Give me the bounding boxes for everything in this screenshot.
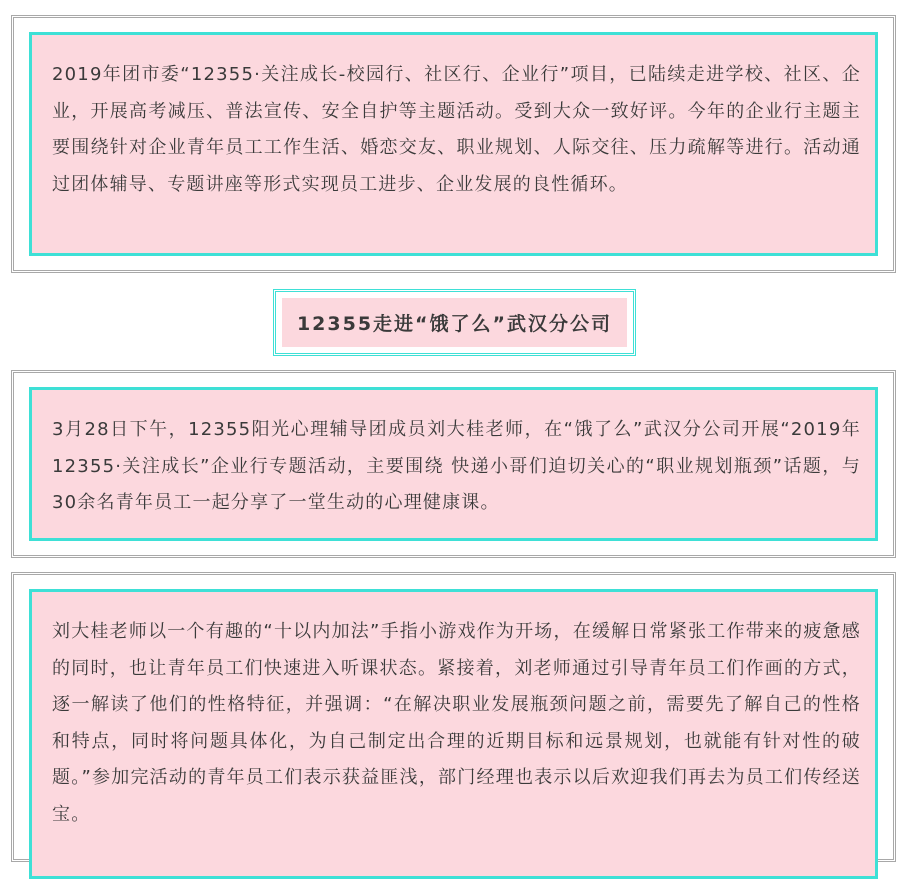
intro-section-panel <box>29 32 878 256</box>
intro-section-frame <box>11 15 896 273</box>
event-paragraph: 3月28日下午，12355阳光心理辅导团成员刘大桂老师，在“饿了么”武汉分公司开展“2019年12355·关注成长”企业行专题活动，主要围绕 快递小哥们迫切关心的“职业规划瓶颈”话题，与30余名青年员工一起分享了一堂生动的心理健康课。 <box>52 419 861 513</box>
event-section-frame <box>11 370 896 558</box>
section-title-panel <box>282 298 627 347</box>
section-title: 12355走进“饿了么”武汉分公司 <box>296 313 613 335</box>
intro-paragraph: 2019年团市委“12355·关注成长-校园行、社区行、企业行”项目，已陆续走进学校、社区、企业，开展高考减压、普法宣传、安全自护等主题活动。受到大众一致好评。今年的企业行主题主要围绕针对企业青年员工工作生活、婚恋交友、职业规划、人际交往、压力疏解等进行。活动通过团体辅导、专题讲座等形式实现员工进步、企业发展的良性循环。 <box>52 64 861 195</box>
activity-section-panel <box>29 589 878 879</box>
activity-paragraph: 刘大桂老师以一个有趣的“十以内加法”手指小游戏作为开场，在缓解日常紧张工作带来的疲惫感的同时，也让青年员工们快速进入听课状态。紧接着，刘老师通过引导青年员工们作画的方式，逐一解读了他们的性格特征，并强调：“在解决职业发展瓶颈问题之前，需要先了解自己的性格和特点，同时将问题具体化，为自己制定出合理的近期目标和远景规划，也就能有针对性的破题。”参加完活动的青年员工们表示获益匪浅，部门经理也表示以后欢迎我们再去为员工们传经送宝。 <box>52 621 861 825</box>
activity-section-frame <box>11 572 896 862</box>
section-title-frame <box>273 289 636 356</box>
event-section-panel <box>29 387 878 541</box>
